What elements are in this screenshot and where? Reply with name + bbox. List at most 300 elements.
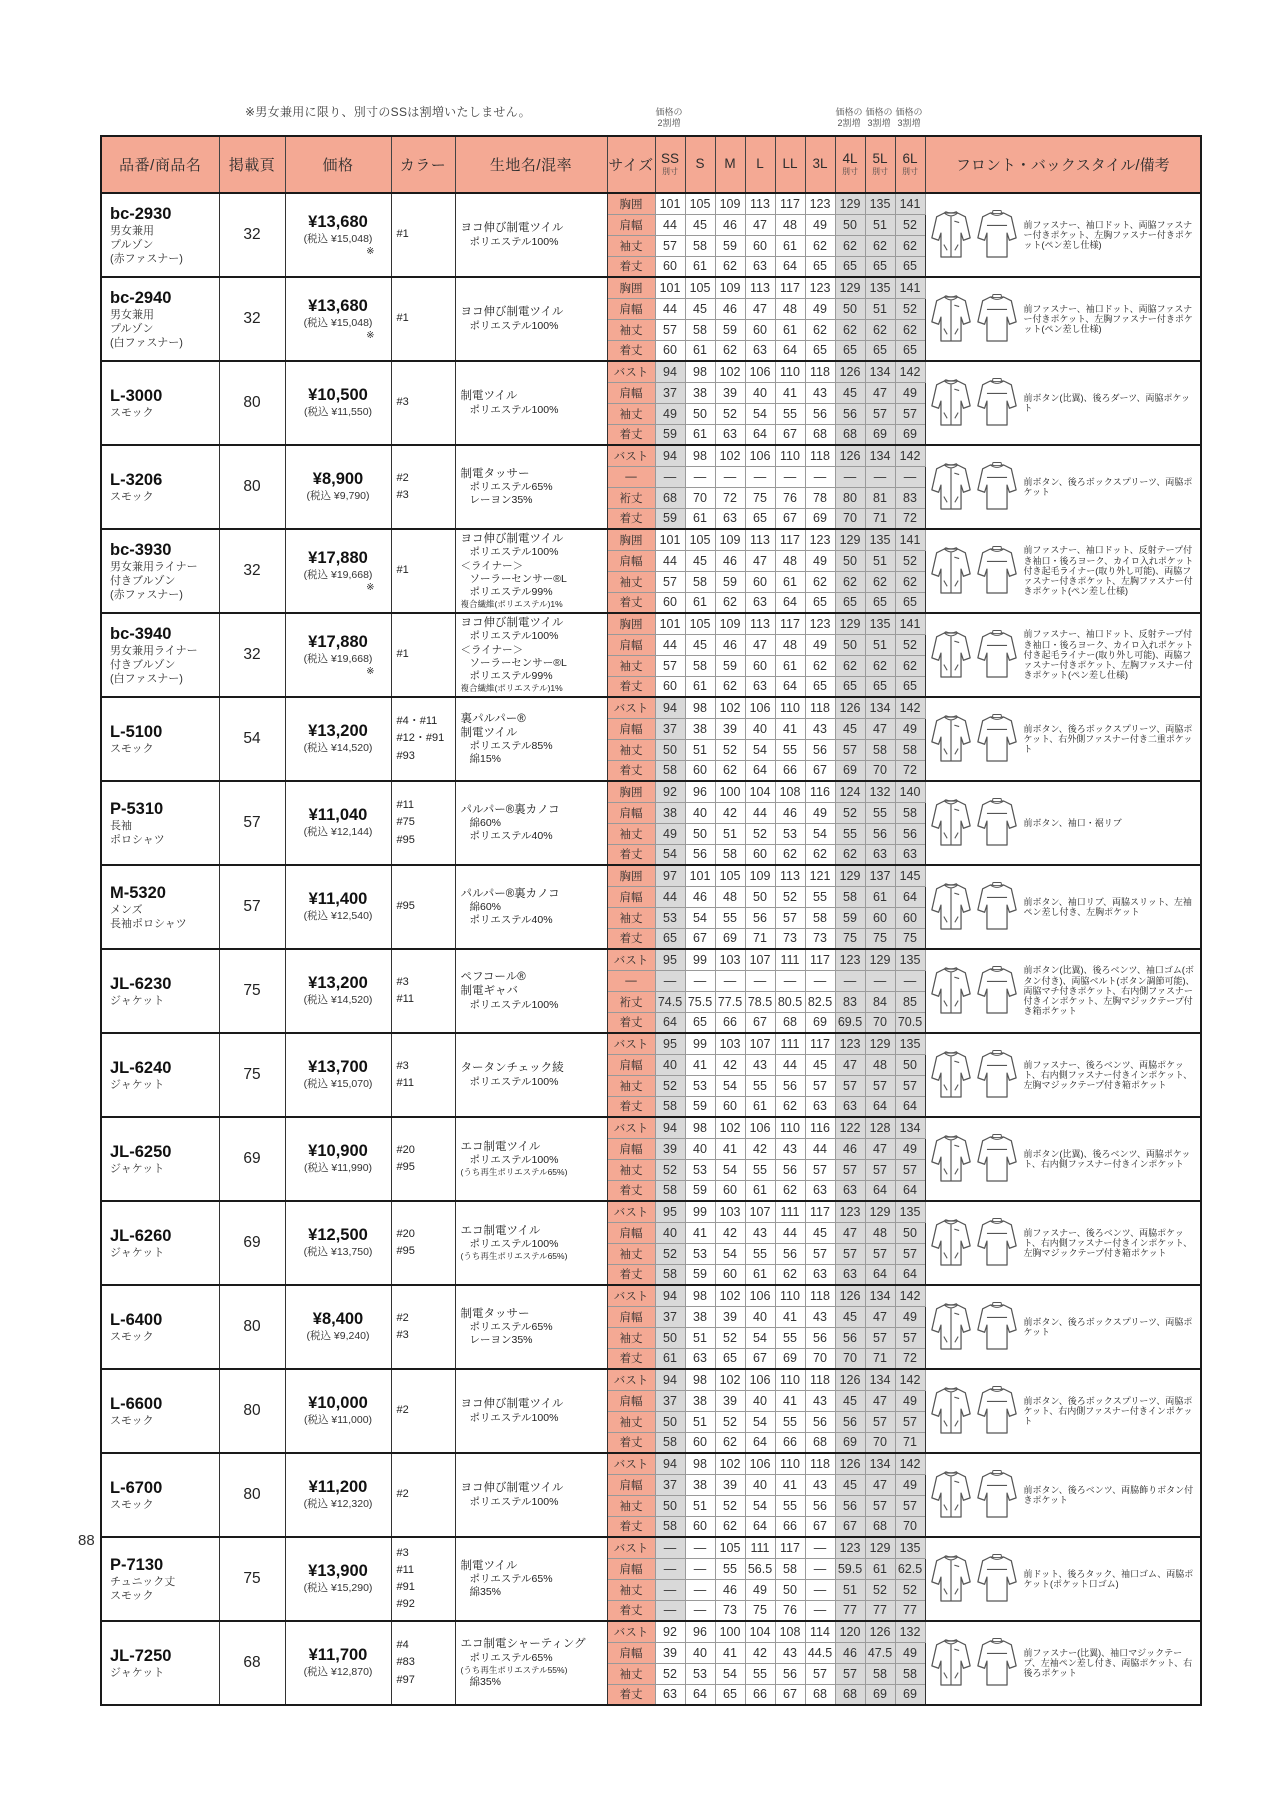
size-value: 52 <box>745 823 775 844</box>
fabric-line: ポリエステル100% <box>469 998 559 1011</box>
fabric-cell <box>455 1201 607 1285</box>
size-value: 50 <box>835 214 865 235</box>
garment-front-illustration <box>929 627 973 683</box>
product-cell <box>101 1033 219 1117</box>
size-value: 43 <box>775 1138 805 1159</box>
measure-label: 胸囲 <box>607 193 655 214</box>
size-value: 50 <box>775 1579 805 1600</box>
size-value: 58 <box>835 886 865 907</box>
size-value: 123 <box>805 277 835 298</box>
size-value: 65 <box>805 340 835 361</box>
price: ¥8,900 <box>312 470 364 489</box>
size-value: 62 <box>805 844 835 865</box>
price-tax: (税込 ¥12,870) <box>303 1666 373 1679</box>
size-value: 47 <box>745 550 775 571</box>
price-tax: (税込 ¥12,540) <box>303 910 373 923</box>
size-value: 50 <box>655 1495 685 1516</box>
size-col-label: 5L <box>872 151 888 167</box>
page-number: 88 <box>78 1532 95 1549</box>
size-col-header <box>835 136 865 193</box>
measure-label: 袖丈 <box>607 823 655 844</box>
surcharge-note-line: 価格の <box>655 107 683 117</box>
fabric-line: 綿60% <box>469 817 502 830</box>
size-value: — <box>835 466 865 487</box>
size-value: 67 <box>775 424 805 445</box>
size-value: 63 <box>715 424 745 445</box>
size-value: 61 <box>655 1348 685 1369</box>
price: ¥13,680 <box>308 212 368 231</box>
size-value: 37 <box>655 718 685 739</box>
size-value: 64 <box>775 592 805 613</box>
size-value: 69 <box>715 928 745 949</box>
price-tax: (税込 ¥15,048) <box>303 316 373 329</box>
garment-back-illustration <box>975 711 1019 767</box>
size-value: 72 <box>895 760 925 781</box>
size-value: 56 <box>685 844 715 865</box>
size-value: 57 <box>805 1159 835 1180</box>
price-cell <box>285 361 391 445</box>
size-value: 57 <box>655 319 685 340</box>
size-value: 52 <box>715 739 745 760</box>
fabric-cell <box>455 445 607 529</box>
product-name-line: スモック <box>110 1589 154 1602</box>
product-cell <box>101 697 219 781</box>
size-value: 58 <box>895 739 925 760</box>
size-value: — <box>805 1600 835 1621</box>
measure-label: 着丈 <box>607 508 655 529</box>
measure-label: バスト <box>607 445 655 466</box>
size-value: 65 <box>655 928 685 949</box>
product-code: bc-3940 <box>110 624 172 643</box>
size-value: 52 <box>655 1075 685 1096</box>
size-value: 110 <box>775 1453 805 1474</box>
fabric-line: エコ制電ツイル <box>460 1140 541 1153</box>
size-value: 101 <box>655 529 685 550</box>
size-value: 57 <box>895 1075 925 1096</box>
size-value: 57 <box>655 571 685 592</box>
page-ref: 54 <box>219 697 285 781</box>
style-wrap <box>929 375 1198 431</box>
size-value: 42 <box>745 1138 775 1159</box>
size-value: 104 <box>745 781 775 802</box>
size-value: 50 <box>685 403 715 424</box>
size-value: 129 <box>865 1033 895 1054</box>
size-value: 126 <box>835 1369 865 1390</box>
size-col-header <box>685 136 715 193</box>
fabric-line: 綿35% <box>469 1586 502 1599</box>
size-value: 63 <box>745 592 775 613</box>
size-value: 47.5 <box>865 1642 895 1663</box>
size-value: 61 <box>685 592 715 613</box>
size-value: 117 <box>775 277 805 298</box>
color-code: #1 <box>396 564 409 577</box>
size-value: 94 <box>655 1285 685 1306</box>
size-value: 50 <box>745 886 775 907</box>
size-value: 42 <box>715 1054 745 1075</box>
size-value: 118 <box>805 1453 835 1474</box>
size-value: 73 <box>715 1600 745 1621</box>
size-value: 70 <box>895 1516 925 1537</box>
product-code: JL-6250 <box>110 1142 172 1161</box>
measure-label: 着丈 <box>607 1432 655 1453</box>
fabric-line: ポリエステル40% <box>469 830 553 843</box>
measure-label: 袖丈 <box>607 235 655 256</box>
remark-text: 前ボタン(比翼)、後ろベンツ、袖口ゴム(ボタン付き)、両脇ベルト(ボタン調節可能)、両脇マチ付きポケット、右内側ファスナー付きインポケット、左胸マジックテープ付き箱ポケット <box>1023 965 1195 1017</box>
fabric-line: ペフコール® <box>460 971 526 984</box>
garment-front-illustration <box>929 291 973 347</box>
measure-label: 袖丈 <box>607 1663 655 1684</box>
size-value: 65 <box>865 592 895 613</box>
size-value: 54 <box>745 1411 775 1432</box>
color-code: #3 <box>396 975 409 988</box>
size-value: 61 <box>775 655 805 676</box>
size-value: 58 <box>895 802 925 823</box>
product-cell <box>101 1201 219 1285</box>
size-value: 64 <box>895 1264 925 1285</box>
size-value: 62.5 <box>895 1558 925 1579</box>
size-value: 46 <box>685 886 715 907</box>
measure-label: バスト <box>607 1033 655 1054</box>
product-L-6700 <box>101 1453 1201 1537</box>
size-value: 66 <box>715 1012 745 1033</box>
price-cell <box>285 1285 391 1369</box>
measure-label: 肩幅 <box>607 1558 655 1579</box>
size-value: 37 <box>655 1306 685 1327</box>
price-cell <box>285 781 391 865</box>
color-code: #12・#91 <box>396 732 445 745</box>
size-value: 65 <box>835 340 865 361</box>
product-code: L-6400 <box>110 1310 163 1329</box>
price-tax: (税込 ¥11,000) <box>303 1414 373 1427</box>
size-value: 106 <box>745 1117 775 1138</box>
price-tax: (税込 ¥19,668) <box>303 652 373 665</box>
size-value: 134 <box>865 445 895 466</box>
size-value: 40 <box>685 1642 715 1663</box>
fabric-line: ポリエステル100% <box>469 1154 559 1167</box>
size-value: 121 <box>805 865 835 886</box>
garment-front-illustration <box>929 1383 973 1439</box>
product-code: L-3000 <box>110 386 163 405</box>
size-value: 46 <box>715 1579 745 1600</box>
size-value: 58 <box>805 907 835 928</box>
fabric-line: 裏パルパー® <box>460 712 526 725</box>
size-value: 51 <box>865 634 895 655</box>
size-value: 98 <box>685 1117 715 1138</box>
fabric-cell <box>455 1621 607 1705</box>
price-surcharge-asterisk: ※ <box>366 582 375 594</box>
size-value: 57 <box>805 1663 835 1684</box>
remark-text: 前ボタン、後ろベンツ、両脇飾りボタン付きポケット <box>1023 1484 1194 1505</box>
product-M-5320 <box>101 865 1201 949</box>
measure-label: 袖丈 <box>607 1579 655 1600</box>
size-value: — <box>655 1600 685 1621</box>
size-value: 80.5 <box>775 991 805 1012</box>
measure-label: 胸囲 <box>607 277 655 298</box>
product-code: L-6700 <box>110 1478 163 1497</box>
size-value: 62 <box>805 319 835 340</box>
fabric-cell <box>455 1453 607 1537</box>
price-cell <box>285 1201 391 1285</box>
size-value: 105 <box>685 277 715 298</box>
size-value: 46 <box>775 802 805 823</box>
size-value: 57 <box>865 403 895 424</box>
size-value: 142 <box>895 445 925 466</box>
size-value: 61 <box>865 886 895 907</box>
color-code: #97 <box>396 1673 415 1686</box>
size-value: 71 <box>865 508 895 529</box>
size-value: 59 <box>715 319 745 340</box>
size-value: 54 <box>715 1075 745 1096</box>
size-value: 94 <box>655 1369 685 1390</box>
size-value: 103 <box>715 1033 745 1054</box>
size-value: 59 <box>685 1264 715 1285</box>
size-value: — <box>775 466 805 487</box>
size-value: 135 <box>865 193 895 214</box>
size-value: 45 <box>835 1474 865 1495</box>
size-value: 51 <box>865 550 895 571</box>
product-cell <box>101 865 219 949</box>
size-value: 69 <box>775 1348 805 1369</box>
size-value: 63 <box>655 1684 685 1705</box>
size-value: 42 <box>715 1222 745 1243</box>
garment-back-illustration <box>975 1047 1019 1103</box>
size-value: 57 <box>835 1243 865 1264</box>
product-P-7130 <box>101 1537 1201 1621</box>
size-value: 46 <box>715 550 745 571</box>
product-name-line: スモック <box>110 742 154 755</box>
size-value: 123 <box>805 613 835 634</box>
measure-label: バスト <box>607 361 655 382</box>
fabric-line: ポリエステル100% <box>469 319 559 332</box>
fabric-line: ポリエステル85% <box>469 740 553 753</box>
size-value: 59.5 <box>835 1558 865 1579</box>
measure-label: 肩幅 <box>607 298 655 319</box>
size-value: 142 <box>895 1369 925 1390</box>
size-value: 68 <box>835 1684 865 1705</box>
size-value: 137 <box>865 865 895 886</box>
size-value: — <box>685 1558 715 1579</box>
fabric-line: 制電タッサー <box>460 1307 530 1320</box>
color-code: #2 <box>396 471 409 484</box>
size-value: 67 <box>775 1684 805 1705</box>
size-value: — <box>805 1558 835 1579</box>
size-value: 60 <box>895 907 925 928</box>
surcharge-note-line: 価格の <box>895 107 923 117</box>
size-value: 77.5 <box>715 991 745 1012</box>
remark-text: 前ファスナー、袖口ドット、両脇ファスナー付きポケット、左胸ファスナー付きポケット(ペン差し仕様) <box>1023 303 1193 335</box>
size-value: 63 <box>835 1096 865 1117</box>
fabric-line: ポリエステル65% <box>469 481 553 494</box>
product-cell <box>101 277 219 361</box>
size-value: 135 <box>895 949 925 970</box>
size-value: 100 <box>715 1621 745 1642</box>
size-value: 77 <box>865 1600 895 1621</box>
size-value: 63 <box>685 1348 715 1369</box>
size-value: 58 <box>655 1432 685 1453</box>
size-value: 52 <box>715 1411 745 1432</box>
measurement-row <box>101 613 1201 634</box>
size-value: 54 <box>655 844 685 865</box>
color-code: #11 <box>396 1563 415 1576</box>
size-col-sub-label: 別寸 <box>662 167 678 177</box>
size-value: 62 <box>805 235 835 256</box>
fabric-line: パルパー®裏カノコ <box>460 803 560 816</box>
product-name-line: メンズ <box>110 903 143 916</box>
style-remarks-cell <box>925 613 1201 697</box>
style-remarks-cell <box>925 1201 1201 1285</box>
size-value: 141 <box>895 277 925 298</box>
size-value: 47 <box>865 382 895 403</box>
measure-label: 着丈 <box>607 676 655 697</box>
size-value: 39 <box>715 1306 745 1327</box>
fabric-line: ヨコ伸び制電ツイル <box>460 617 564 630</box>
size-value: 82.5 <box>805 991 835 1012</box>
color-code: #4 <box>396 1639 409 1652</box>
fabric-cell <box>455 1117 607 1201</box>
size-value: 103 <box>715 1201 745 1222</box>
style-remarks-cell <box>925 1033 1201 1117</box>
size-value: 113 <box>745 613 775 634</box>
size-value: 134 <box>865 697 895 718</box>
size-value: 53 <box>685 1243 715 1264</box>
size-value: 53 <box>775 823 805 844</box>
color-codes <box>391 361 455 445</box>
size-value: 141 <box>895 193 925 214</box>
price-tax: (税込 ¥19,668) <box>303 568 373 581</box>
size-value: 63 <box>835 1264 865 1285</box>
size-value: 47 <box>745 634 775 655</box>
size-value: 129 <box>835 529 865 550</box>
size-value: 122 <box>835 1117 865 1138</box>
color-code: #11 <box>396 799 415 812</box>
surcharge-note-line: 価格の <box>865 107 893 117</box>
color-codes <box>391 1285 455 1369</box>
size-value: 48 <box>715 886 745 907</box>
size-value: 45 <box>685 634 715 655</box>
measure-label: 着丈 <box>607 592 655 613</box>
size-value: 56 <box>835 403 865 424</box>
size-value: 95 <box>655 949 685 970</box>
size-value: 62 <box>715 256 745 277</box>
size-value: 81 <box>865 487 895 508</box>
color-code: #11 <box>396 1077 415 1089</box>
measure-label: 袖丈 <box>607 571 655 592</box>
color-codes <box>391 865 455 949</box>
size-col-label: 6L <box>902 151 918 167</box>
size-value: 56 <box>775 1075 805 1096</box>
product-name-line: (白ファスナー) <box>110 673 183 686</box>
size-value: 129 <box>835 277 865 298</box>
size-value: 52 <box>655 1243 685 1264</box>
size-value: 68 <box>835 424 865 445</box>
size-value: 43 <box>805 718 835 739</box>
size-value: 52 <box>715 1495 745 1516</box>
size-value: 60 <box>745 319 775 340</box>
header-price: 価格 <box>285 136 391 193</box>
size-value: 43 <box>805 1390 835 1411</box>
size-value: 59 <box>685 1096 715 1117</box>
garment-back-illustration <box>975 795 1019 851</box>
size-value: 61 <box>745 1264 775 1285</box>
size-value: 141 <box>895 613 925 634</box>
size-value: 71 <box>745 928 775 949</box>
price-surcharge-asterisk: ※ <box>366 330 375 342</box>
size-value: 70 <box>865 1012 895 1033</box>
size-value: 62 <box>835 844 865 865</box>
size-value: 60 <box>685 1432 715 1453</box>
size-value: 64 <box>745 424 775 445</box>
size-value: 129 <box>835 865 865 886</box>
size-value: 132 <box>895 1621 925 1642</box>
measure-label: 肩幅 <box>607 802 655 823</box>
size-value: 67 <box>685 928 715 949</box>
size-col-label: 3L <box>812 156 828 172</box>
price-cell <box>285 277 391 361</box>
size-value: 55 <box>775 403 805 424</box>
size-value: 129 <box>835 613 865 634</box>
size-value: 57 <box>865 1159 895 1180</box>
size-value: 57 <box>835 1663 865 1684</box>
size-value: 61 <box>775 571 805 592</box>
size-value: 65 <box>835 256 865 277</box>
size-value: 62 <box>865 319 895 340</box>
color-code: #95 <box>396 833 415 846</box>
measurement-row <box>101 277 1201 298</box>
size-value: 65 <box>895 676 925 697</box>
size-value: 62 <box>715 1432 745 1453</box>
style-header: フロント・バックスタイル/備考 <box>925 136 1201 193</box>
price: ¥13,900 <box>308 1562 368 1581</box>
measure-label: 肩幅 <box>607 1642 655 1663</box>
color-codes <box>391 1369 455 1453</box>
measurement-row <box>101 865 1201 886</box>
garment-back-illustration <box>975 1131 1019 1187</box>
fabric-cell <box>455 697 607 781</box>
size-value: 52 <box>655 1663 685 1684</box>
product-name-line: 付きブルゾン <box>110 574 176 587</box>
product-code: JL-6230 <box>110 974 172 993</box>
size-value: 106 <box>745 1285 775 1306</box>
size-value: 54 <box>685 907 715 928</box>
surcharge-note-line: 2割増 <box>837 117 861 128</box>
size-value: 58 <box>865 739 895 760</box>
product-bc-3930 <box>101 529 1201 613</box>
color-codes <box>391 697 455 781</box>
size-value: 129 <box>865 949 895 970</box>
size-value: 110 <box>775 1285 805 1306</box>
size-value: 75 <box>745 1600 775 1621</box>
size-value: 83 <box>835 991 865 1012</box>
fabric-line: パルパー®裏カノコ <box>460 887 560 900</box>
remark-text: 前ファスナー、袖口ドット、両脇ファスナー付きポケット、左胸ファスナー付きポケット(ペン差し仕様) <box>1023 219 1193 251</box>
size-value: 48 <box>775 634 805 655</box>
color-code: #3 <box>396 1546 409 1559</box>
size-value: — <box>715 466 745 487</box>
style-wrap <box>929 291 1198 347</box>
surcharge-note-line: 2割増 <box>657 117 681 128</box>
measurement-row <box>101 1369 1201 1390</box>
garment-back-illustration <box>975 1635 1019 1691</box>
size-value: 56 <box>745 907 775 928</box>
size-value: 43 <box>805 1474 835 1495</box>
price-tax: (税込 ¥15,290) <box>303 1582 373 1595</box>
size-value: 51 <box>715 823 745 844</box>
size-value: 40 <box>745 1306 775 1327</box>
size-value: 134 <box>865 361 895 382</box>
size-value: 57 <box>655 655 685 676</box>
size-value: 98 <box>685 1453 715 1474</box>
size-value: 62 <box>715 1516 745 1537</box>
